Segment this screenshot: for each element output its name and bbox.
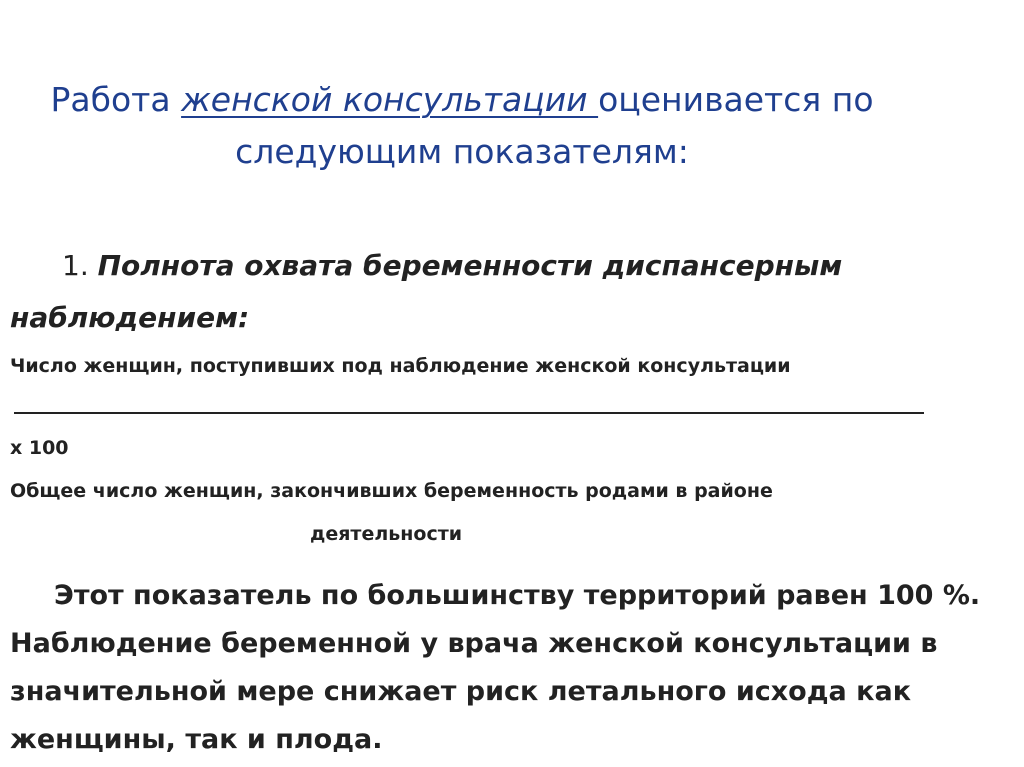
item-1-number: 1.	[62, 249, 98, 282]
title-emphasis: женской консультации	[181, 80, 599, 119]
title-prefix: Работа	[50, 80, 182, 119]
conclusion-line-4: женщины, так и плода.	[10, 724, 383, 755]
conclusion-line-1: Этот показатель по большинству территорий равен 100 %.	[54, 580, 981, 611]
item-1-heading-text: Полнота охвата беременности диспансерным	[97, 249, 843, 282]
title-suffix: оценивается по	[598, 80, 874, 119]
item-1-heading-line-2	[10, 292, 1010, 344]
conclusion-line-3: значительной мере снижает риск летального исхода как	[10, 676, 912, 707]
formula-multiplier: х 100	[10, 437, 69, 459]
formula-denominator-line-1: Общее число женщин, закончивших беременность родами в районе	[10, 480, 773, 502]
conclusion-line-2: Наблюдение беременной у врача женской консультации в	[10, 628, 938, 659]
formula-numerator: Число женщин, поступивших под наблюдение женской консультации	[10, 355, 791, 377]
item-1-heading-text-2: наблюдением:	[10, 301, 250, 334]
item-1-heading-line-1	[10, 240, 1024, 292]
fraction-line	[14, 412, 924, 414]
title-line-1	[0, 74, 924, 126]
slide-title	[0, 74, 924, 178]
title-line-2: следующим показателям:	[235, 132, 689, 171]
conclusion-paragraph	[10, 572, 1015, 764]
formula-denominator-line-2: деятельности	[310, 523, 463, 545]
